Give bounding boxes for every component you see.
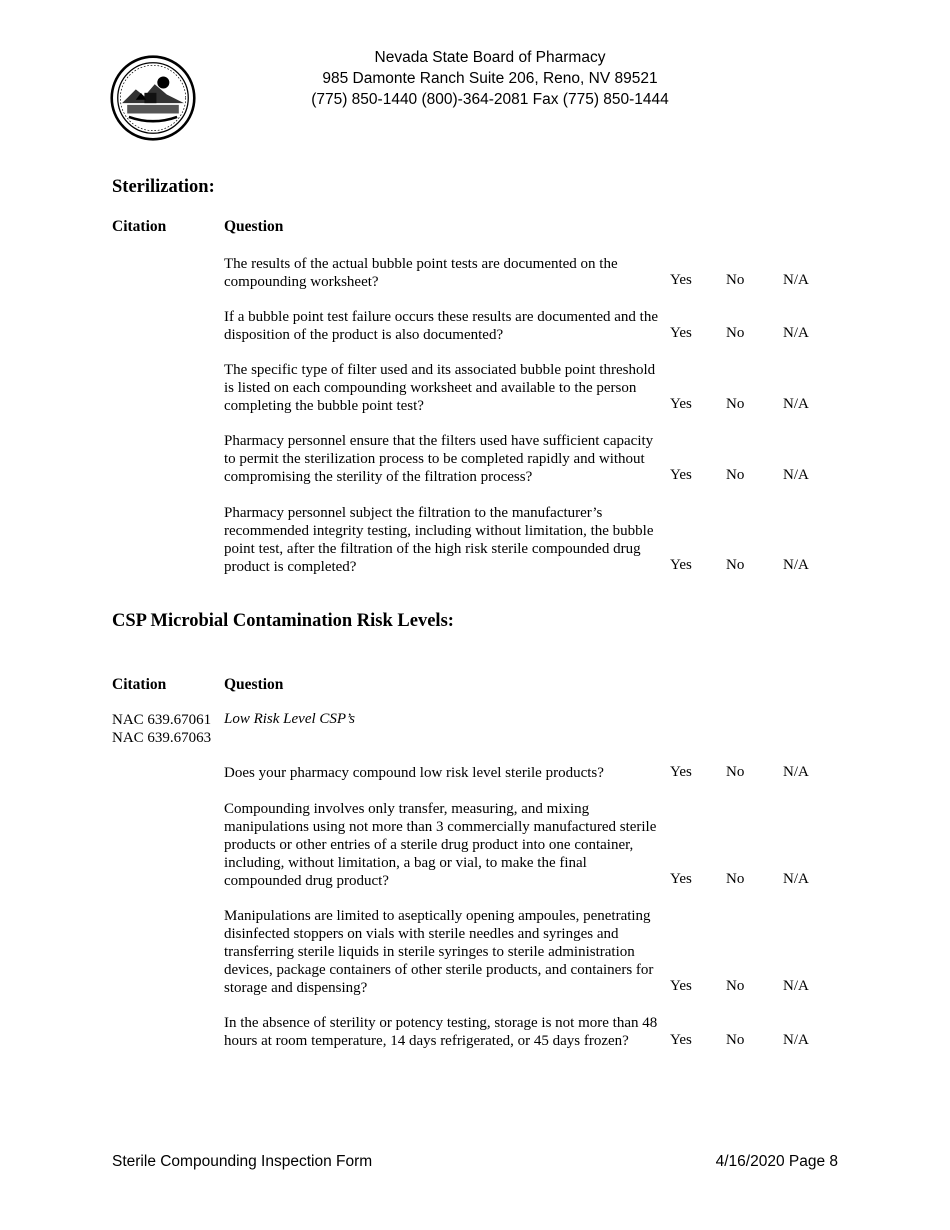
no-option[interactable]: No	[726, 871, 745, 887]
no-option[interactable]: No	[726, 272, 745, 288]
question-text: The specific type of filter used and its associated bubble point threshold is listed on each compounding worksheet and available to the person completing the bubble point test?	[224, 362, 656, 414]
question-text: Manipulations are limited to aseptically opening ampoules, penetrating disinfected stoppers on vials with sterile needles and syringes and transferring sterile liquids in sterile syringes to sterile administration devices, package containers of other sterile products, and containers for storage and dispensing?	[224, 908, 654, 996]
question-text: The results of the actual bubble point tests are documented on the compounding worksheet?	[224, 256, 618, 290]
yes-option[interactable]: Yes	[670, 978, 692, 994]
no-option[interactable]: No	[726, 396, 745, 412]
citation-column-header: Citation	[112, 676, 167, 693]
no-option[interactable]: No	[726, 978, 745, 994]
yes-option[interactable]: Yes	[670, 272, 692, 288]
na-option[interactable]: N/A	[783, 871, 809, 887]
low-risk-subheading: Low Risk Level CSP’s	[224, 711, 355, 727]
risk-levels-heading: CSP Microbial Contamination Risk Levels:	[112, 611, 454, 631]
letterhead	[280, 47, 700, 110]
na-option[interactable]: N/A	[783, 764, 809, 780]
na-option[interactable]: N/A	[783, 467, 809, 483]
no-option[interactable]: No	[726, 557, 745, 573]
question-column-header: Question	[224, 218, 284, 235]
yes-option[interactable]: Yes	[670, 325, 692, 341]
yes-option[interactable]: Yes	[670, 467, 692, 483]
question-column-header: Question	[224, 676, 284, 693]
yes-option[interactable]: Yes	[670, 396, 692, 412]
yes-option[interactable]: Yes	[670, 1032, 692, 1048]
no-option[interactable]: No	[726, 325, 745, 341]
sterilization-heading: Sterilization:	[112, 177, 215, 197]
yes-option[interactable]: Yes	[670, 871, 692, 887]
yes-option[interactable]: Yes	[670, 557, 692, 573]
question-text: Pharmacy personnel ensure that the filters used have sufficient capacity to permit the sterilization process to be completed rapidly and without compromising the sterility of the filtration process?	[224, 433, 654, 485]
footer-date-page: 4/16/2020 Page 8	[715, 1153, 838, 1170]
no-option[interactable]: No	[726, 1032, 745, 1048]
na-option[interactable]: N/A	[783, 325, 809, 341]
question-text: Does your pharmacy compound low risk level sterile products?	[224, 765, 604, 781]
question-text: If a bubble point test failure occurs these results are documented and the disposition of the product is also documented?	[224, 309, 659, 343]
na-option[interactable]: N/A	[783, 557, 809, 573]
org-phones: (775) 850-1440 (800)-364-2081 Fax (775) 850-1444	[311, 91, 669, 108]
yes-option[interactable]: Yes	[670, 764, 692, 780]
citation-1: NAC 639.67061	[112, 712, 212, 728]
citation-column-header: Citation	[112, 218, 167, 235]
citation-2: NAC 639.67063	[112, 730, 212, 746]
na-option[interactable]: N/A	[783, 1032, 809, 1048]
na-option[interactable]: N/A	[783, 272, 809, 288]
no-option[interactable]: No	[726, 467, 745, 483]
no-option[interactable]: No	[726, 764, 745, 780]
footer-form-title: Sterile Compounding Inspection Form	[112, 1153, 373, 1170]
org-address: 985 Damonte Ranch Suite 206, Reno, NV 89521	[322, 70, 658, 87]
state-seal-logo	[110, 55, 196, 141]
question-text: Pharmacy personnel subject the filtration to the manufacturer’s recommended integrity testing, including without limitation, the bubble point test, after the filtration of the high risk sterile compounded drug product is completed?	[224, 505, 654, 575]
na-option[interactable]: N/A	[783, 978, 809, 994]
question-text: In the absence of sterility or potency testing, storage is not more than 48 hours at room temperature, 14 days refrigerated, or 45 days frozen?	[224, 1015, 658, 1049]
question-text: Compounding involves only transfer, measuring, and mixing manipulations using not more than 3 commercially manufactured sterile products or other entries of a sterile drug product into one container, including, without limitation, a bag or vial, to make the final compounded drug product?	[224, 801, 657, 889]
na-option[interactable]: N/A	[783, 396, 809, 412]
org-name: Nevada State Board of Pharmacy	[374, 49, 606, 66]
